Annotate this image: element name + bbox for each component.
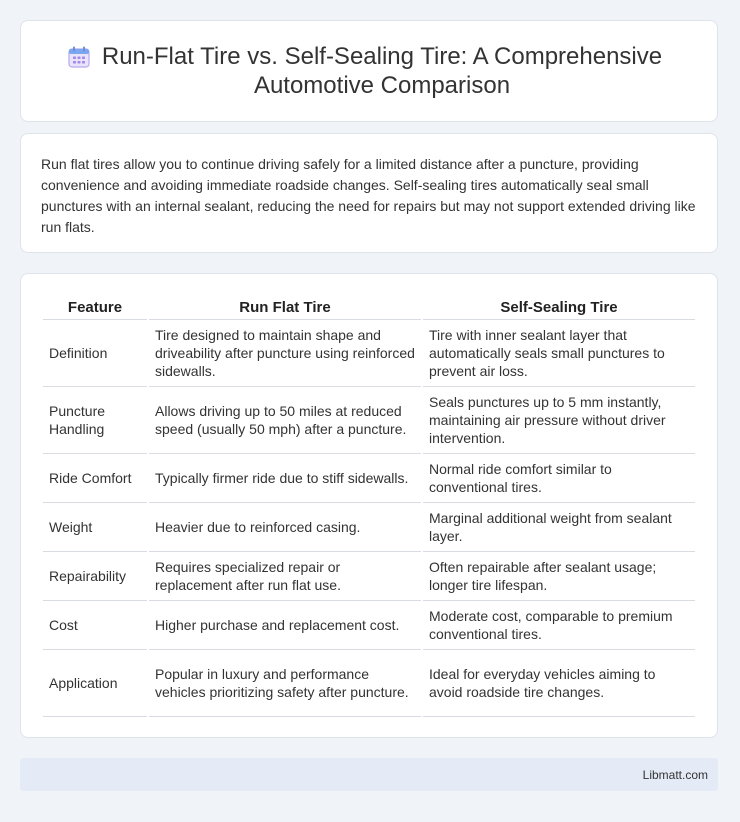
table-row (43, 650, 695, 717)
table-header-row (43, 294, 695, 320)
self-sealing-cell: Tire with inner sealant layer that automatically seals small punctures to prevent air loss. (423, 320, 695, 387)
footer (20, 758, 718, 791)
run-flat-cell: Tire designed to maintain shape and driveability after puncture using reinforced sidewalls. (149, 320, 421, 387)
comparison-table (41, 294, 697, 717)
intro-card (20, 133, 718, 253)
run-flat-cell: Heavier due to reinforced casing. (149, 503, 421, 552)
self-sealing-cell: Normal ride comfort similar to conventional tires. (423, 454, 695, 503)
header-card (20, 20, 718, 122)
run-flat-cell: Allows driving up to 50 miles at reduced speed (usually 50 mph) after a puncture. (149, 387, 421, 454)
self-sealing-cell: Moderate cost, comparable to premium conventional tires. (423, 601, 695, 650)
run-flat-cell: Popular in luxury and performance vehicles prioritizing safety after puncture. (149, 650, 421, 717)
table-row (43, 503, 695, 552)
header-self-sealing: Self-Sealing Tire (423, 294, 695, 320)
feature-cell: Application (43, 650, 147, 717)
feature-cell: Definition (43, 320, 147, 387)
comparison-card (20, 273, 718, 738)
self-sealing-cell: Seals punctures up to 5 mm instantly, maintaining air pressure without driver intervention. (423, 387, 695, 454)
header-feature: Feature (43, 294, 147, 320)
feature-cell: Cost (43, 601, 147, 650)
feature-cell: Weight (43, 503, 147, 552)
self-sealing-cell: Marginal additional weight from sealant layer. (423, 503, 695, 552)
footer-site-link[interactable]: Libmatt.com (642, 767, 708, 782)
run-flat-cell: Requires specialized repair or replacement after run flat use. (149, 552, 421, 601)
header-run-flat: Run Flat Tire (149, 294, 421, 320)
table-row (43, 387, 695, 454)
run-flat-cell: Typically firmer ride due to stiff sidewalls. (149, 454, 421, 503)
feature-cell: Repairability (43, 552, 147, 601)
table-row (43, 601, 695, 650)
table-row (43, 320, 695, 387)
self-sealing-cell: Ideal for everyday vehicles aiming to avoid roadside tire changes. (423, 650, 695, 717)
feature-cell: Puncture Handling (43, 387, 147, 454)
self-sealing-cell: Often repairable after sealant usage; longer tire lifespan. (423, 552, 695, 601)
table-row (43, 454, 695, 503)
table-row (43, 552, 695, 601)
run-flat-cell: Higher purchase and replacement cost. (149, 601, 421, 650)
feature-cell: Ride Comfort (43, 454, 147, 503)
calendar-icon (66, 44, 92, 70)
intro-text: Run flat tires allow you to continue driving safely for a limited distance after a puncture, providing convenience and avoiding immediate roadside changes. Self-sealing tires automatically seal small punctures with an internal sealant, reducing the need for repairs but may not support extended driving like run flats. (41, 156, 696, 235)
page-title: Run-Flat Tire vs. Self-Sealing Tire: A Comprehensive Automotive Comparison (101, 43, 663, 99)
